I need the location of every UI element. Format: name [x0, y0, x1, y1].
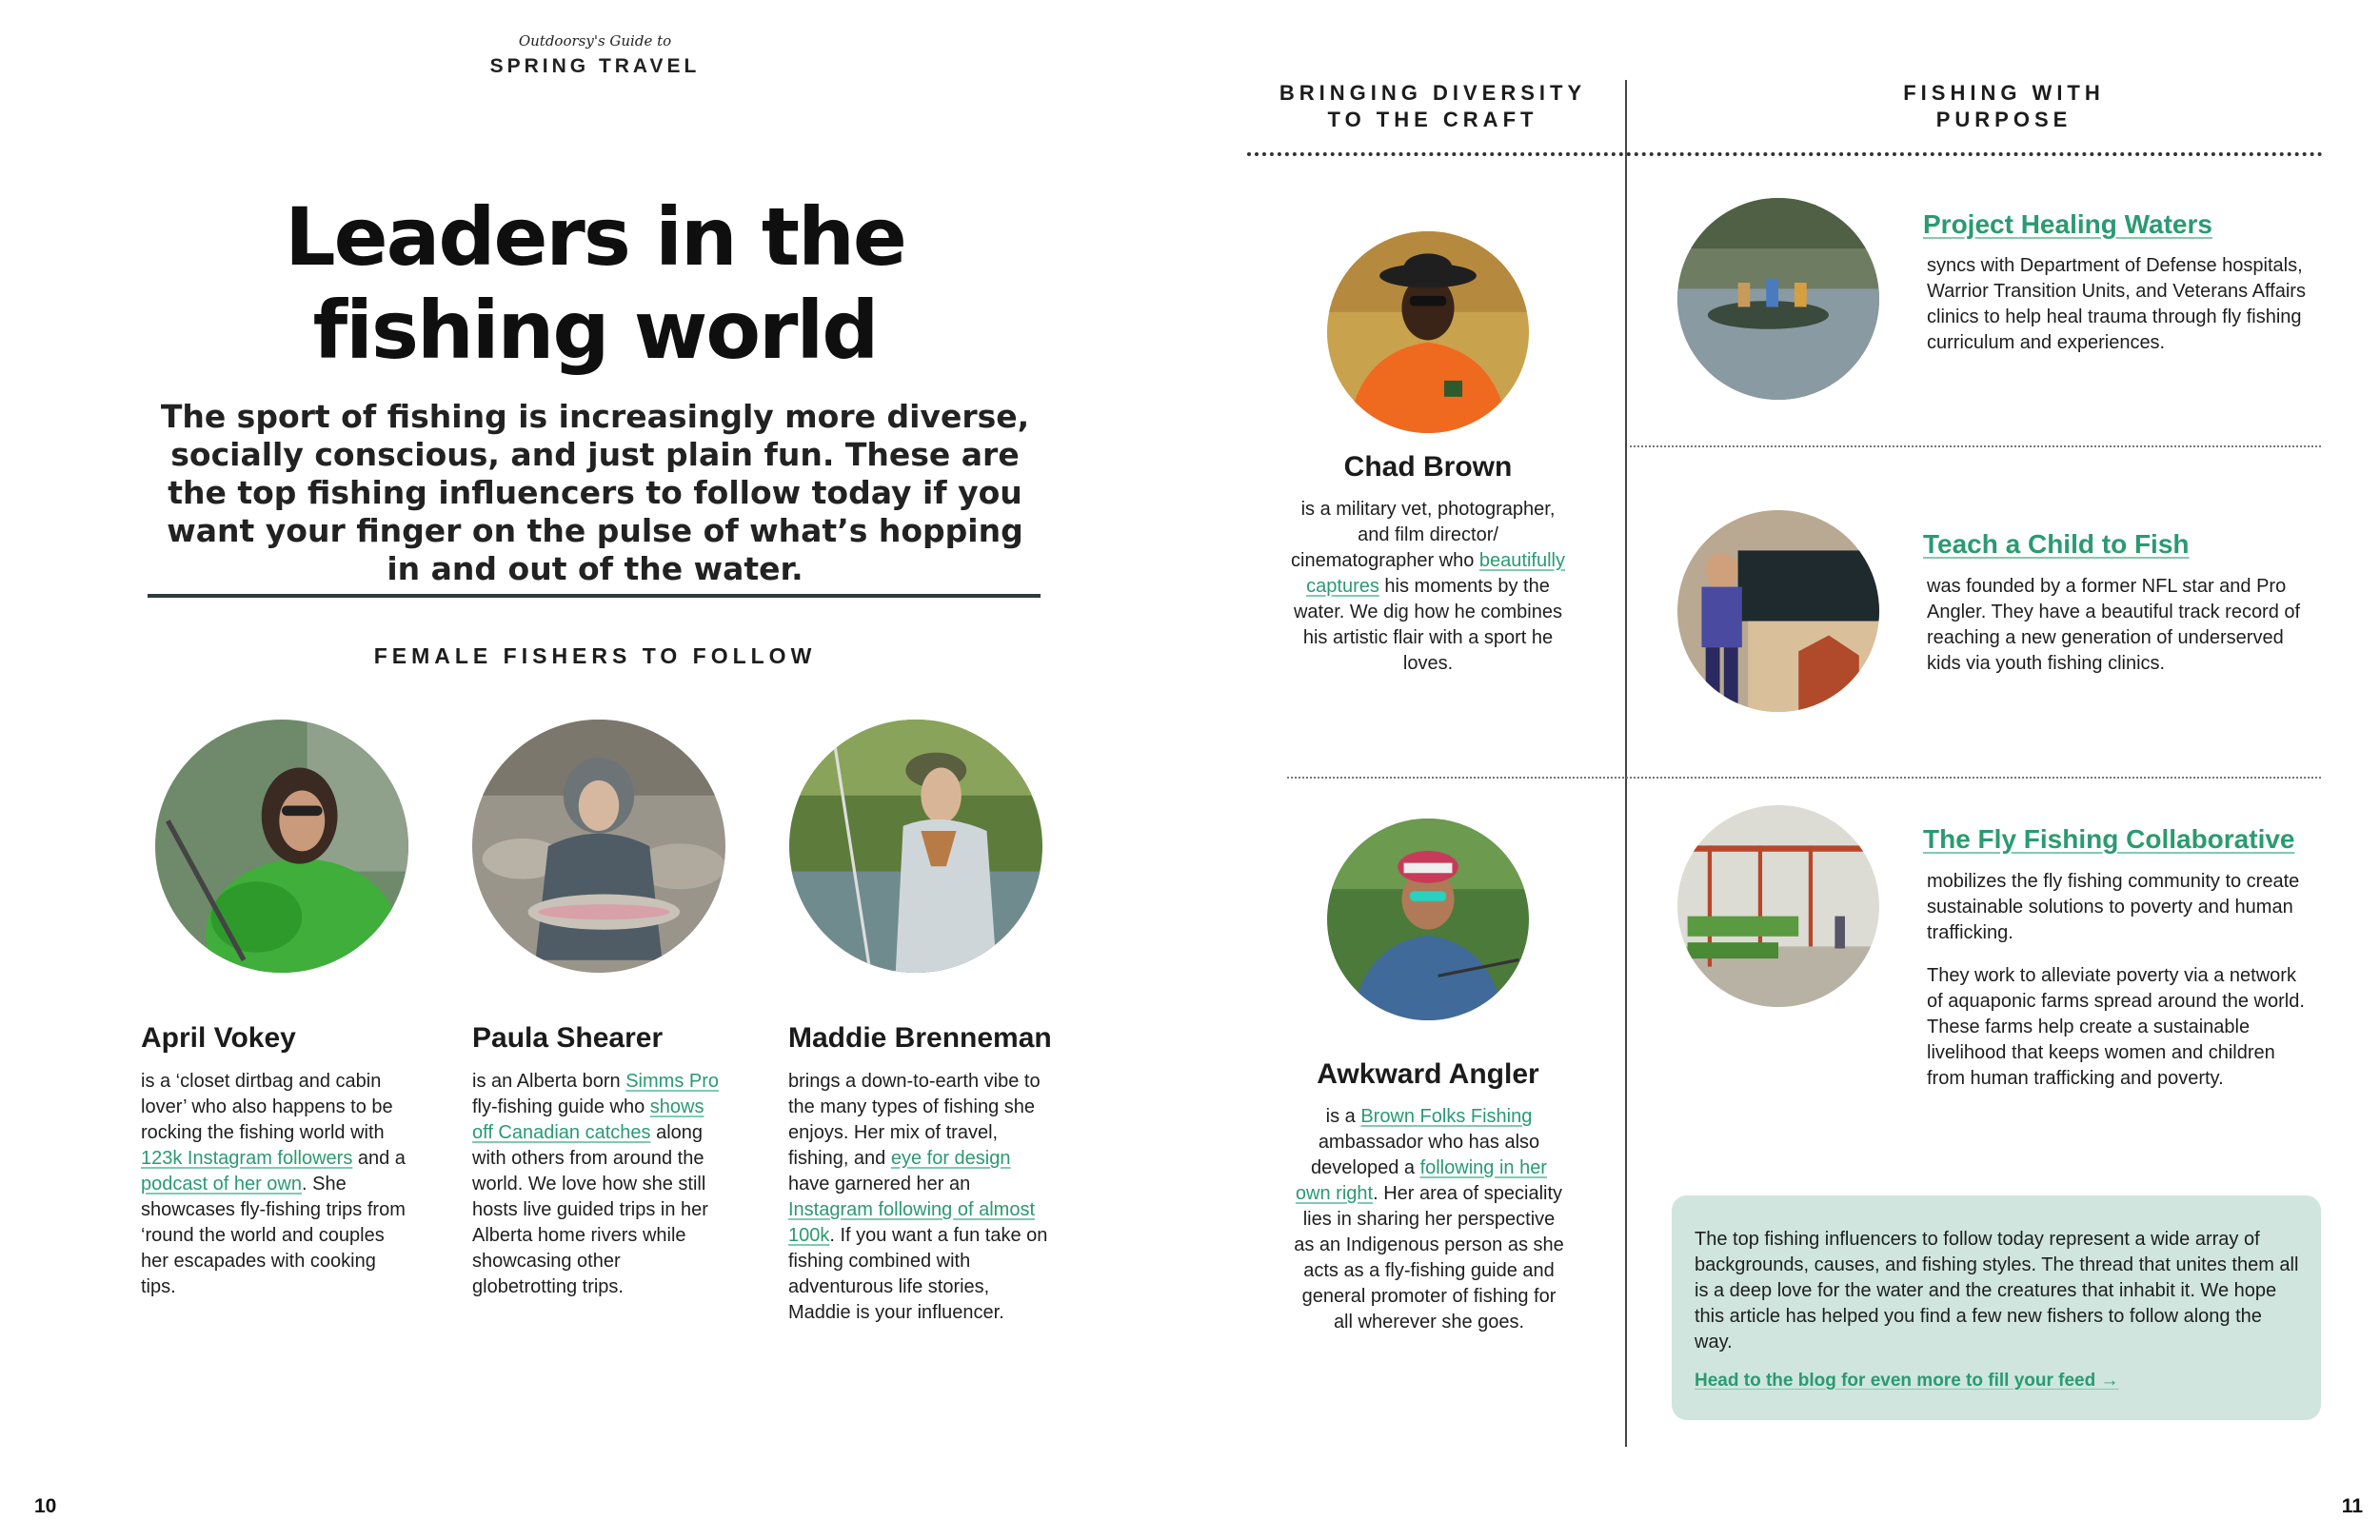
- purpose-heading-line-1: FISHING WITH: [1903, 81, 2105, 105]
- awkward-angler-name: Awkward Angler: [1317, 1058, 1539, 1090]
- callout-text: The top fishing influencers to follow today represent a wide array of backgrounds, causes, and fishing styles. The thread that unites them all is a deep love for the water and the creatures that inhabit it. We hope this article has helped you find a few new fishers to follow along the way.: [1695, 1229, 2299, 1352]
- paula-shearer-photo: [472, 720, 725, 973]
- page-number-left: 10: [34, 1495, 57, 1517]
- paula-shearer-name: Paula Shearer: [472, 1022, 664, 1054]
- awkward-angler-bio: is a Brown Folks Fishing ambassador who has also developed a following in her own right. Her area of speciality lies in sharing her perspective as an Indigenous person as she acts as a fly-fishing guide and general promoter of fishing for all wherever she goes.: [1294, 1106, 1564, 1333]
- purpose-heading-line-2: PURPOSE: [1935, 108, 2073, 131]
- bio-link[interactable]: podcast of her own: [141, 1174, 302, 1194]
- project-healing-waters-photo: [1677, 198, 1879, 400]
- bio-link[interactable]: Brown Folks Fishing: [1360, 1106, 1533, 1127]
- bio-link[interactable]: beautifully captures: [1306, 550, 1565, 597]
- maddie-brenneman-photo: [789, 720, 1042, 973]
- fly-fishing-collaborative-link[interactable]: The Fly Fishing Collaborative: [1923, 824, 2295, 854]
- page-title-line-2: fishing world: [312, 284, 878, 377]
- fly-fishing-collaborative-desc-2: They work to alleviate poverty via a network of aquaponic farms spread around the world. These farms help create a sustainable livelihood that keeps women and children from human trafficking and poverty.: [1927, 965, 2305, 1089]
- bio-link[interactable]: Simms Pro: [625, 1071, 720, 1092]
- diversity-heading-line-1: BRINGING DIVERSITY: [1279, 81, 1587, 105]
- bio-link[interactable]: eye for design: [890, 1148, 1011, 1169]
- project-healing-waters-link[interactable]: Project Healing Waters: [1923, 209, 2212, 239]
- awkward-angler-photo: [1327, 819, 1529, 1020]
- project-healing-waters-desc: syncs with Department of Defense hospitals, Warrior Transition Units, and Veterans Affairs clinics to help heal trauma through fly fishing curriculum and experiences.: [1927, 255, 2306, 353]
- bio-link[interactable]: 123k Instagram followers: [141, 1148, 353, 1169]
- bio-link[interactable]: following in her own right: [1295, 1157, 1547, 1204]
- guide-kicker: Outdoorsy's Guide to: [518, 32, 672, 49]
- april-vokey-name: April Vokey: [141, 1022, 296, 1054]
- page-number-right: 11: [2341, 1495, 2363, 1517]
- fly-fishing-collaborative-photo: [1677, 805, 1879, 1007]
- row-divider-2: [1287, 777, 2321, 779]
- header-dotted-rule: [1247, 152, 2323, 156]
- diversity-heading-line-2: TO THE CRAFT: [1327, 108, 1538, 131]
- row-divider-1: [1630, 445, 2321, 447]
- intro-dek: The sport of fishing is increasingly more diverse, socially conscious, and just plain fun. These are the top fishing influencers to follow today if you want your finger on the pulse of what’s hopping in and out of the water.: [160, 398, 1030, 587]
- guide-title: SPRING TRAVEL: [489, 55, 701, 77]
- bio-link[interactable]: shows off Canadian catches: [472, 1096, 704, 1143]
- teach-a-child-to-fish-link[interactable]: Teach a Child to Fish: [1923, 529, 2190, 559]
- paula-shearer-bio: is an Alberta born Simms Pro fly-fishing guide who shows off Canadian catches along with others from around the world. We love how she still hosts live guided trips in her Alberta home rivers while showcasing other globetrotting trips.: [472, 1071, 720, 1297]
- page-title: [143, 190, 1047, 377]
- teach-a-child-to-fish-desc: was founded by a former NFL star and Pro Angler. They have a beautiful track record of reaching a new generation of underserved kids via youth fishing clinics.: [1927, 576, 2301, 674]
- april-vokey-photo: [155, 720, 408, 973]
- maddie-brenneman-bio: brings a down-to-earth vibe to the many types of fishing she enjoys. Her mix of travel, fishing, and eye for design have garnered her an Instagram following of almost 100k. If you want a fun take on fishing combined with adventurous life stories, Maddie is your influencer.: [788, 1071, 1048, 1323]
- purpose-heading: [1809, 80, 2199, 133]
- blog-link[interactable]: Head to the blog for even more to fill your feed →: [1695, 1371, 2119, 1391]
- female-section-label: FEMALE FISHERS TO FOLLOW: [373, 643, 817, 668]
- column-divider: [1625, 80, 1627, 1447]
- chad-brown-name: Chad Brown: [1343, 451, 1513, 483]
- chad-brown-photo: [1327, 231, 1529, 433]
- fly-fishing-collaborative-desc: mobilizes the fly fishing community to create sustainable solutions to poverty and human trafficking.: [1927, 871, 2300, 943]
- chad-brown-bio: is a military vet, photographer, and film director/ cinematographer who beautifully captures his moments by the water. We dig how he combines his artistic flair with a sport he loves.: [1291, 499, 1565, 674]
- diversity-heading: [1238, 80, 1628, 133]
- bio-link[interactable]: Instagram following of almost 100k: [788, 1199, 1036, 1246]
- section-divider: [148, 594, 1041, 598]
- page-title-line-1: Leaders in the: [285, 190, 905, 284]
- maddie-brenneman-name: Maddie Brenneman: [788, 1022, 1052, 1054]
- teach-a-child-to-fish-photo: [1677, 510, 1879, 712]
- april-vokey-bio: is a ‘closet dirtbag and cabin lover’ who also happens to be rocking the fishing world with 123k Instagram followers and a podcast of her own. She showcases fly-fishing trips from ‘round the world and couples her escapades with cooking tips.: [141, 1071, 406, 1297]
